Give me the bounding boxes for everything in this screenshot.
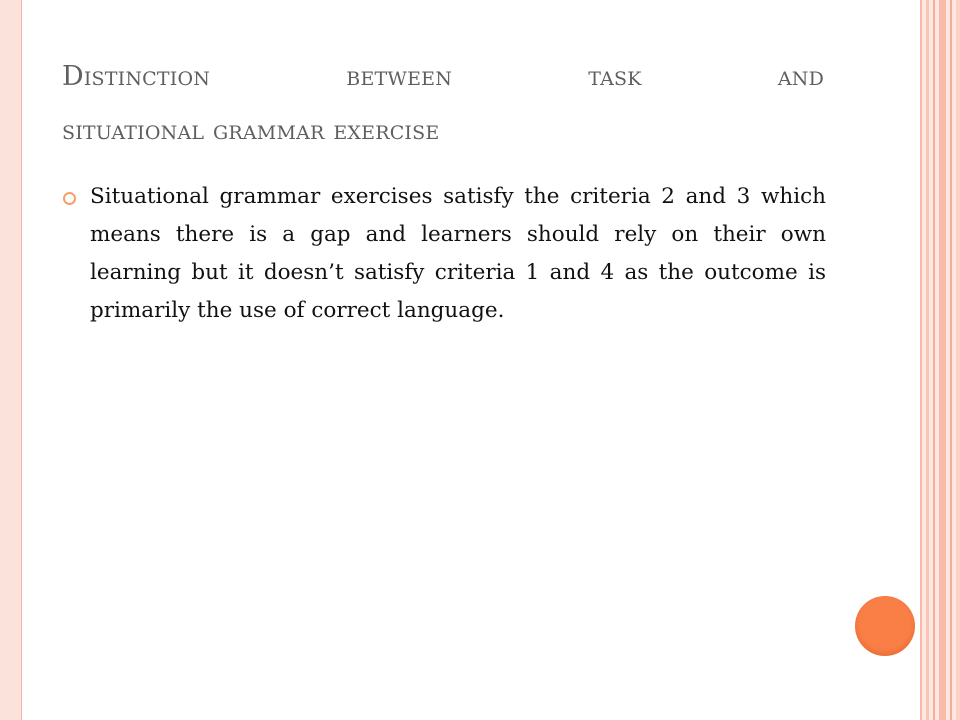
slide-title [62,50,824,158]
slide-title-line-2: situational grammar exercise [62,115,440,146]
stripe-line [926,0,929,720]
stripe-line [956,0,960,720]
left-border-decoration [0,0,22,720]
stripe-line [920,0,922,720]
slide-title-line-1: Distinction between task and [62,61,824,92]
right-stripes-decoration [920,0,960,720]
bullet-list [60,178,826,330]
orange-circle-icon [855,596,915,656]
stripe-line [939,0,946,720]
stripe-line [933,0,935,720]
hollow-circle-bullet-icon [63,192,76,205]
bullet-item [60,178,826,330]
stripe-line [950,0,952,720]
bullet-text: Situational grammar exercises satisfy the criteria 2 and 3 which means there is a gap and learners should rely on their own learning but it doesn’t satisfy criteria 1 and 4 as the outcome is primarily the use of correct language. [90,184,826,323]
